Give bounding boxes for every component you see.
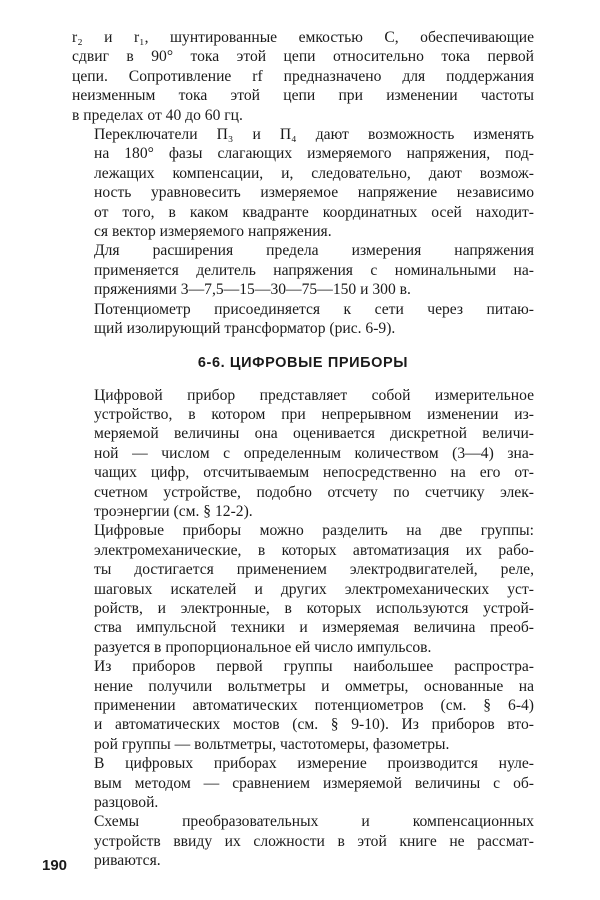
- text-line: ты достигается применением электродвигателей, реле,: [94, 561, 534, 579]
- paragraph-p3: [72, 241, 534, 299]
- text-line: ность уравновесить измеряемое напряжение независимо: [94, 184, 534, 202]
- text-line: ройств, и электронные, в которых используются устрой-: [94, 599, 534, 617]
- text-line: устройств ввиду их сложности в этой книге не рассмат-: [94, 832, 534, 850]
- text-line: лежащих компенсации, и, следовательно, дают возмож-: [94, 164, 534, 182]
- text-line: применяется делитель напряжения с номинальными на-: [94, 261, 534, 279]
- text-line: от того, в каком квадранте координатных осей находит-: [94, 203, 534, 221]
- paragraphs-bottom: [72, 386, 534, 871]
- paragraph-p1: [72, 28, 534, 125]
- text-line: разуется в пропорциональное ей число импульсов.: [94, 638, 432, 656]
- paragraphs-top: [72, 28, 534, 339]
- paragraph-p4: [72, 300, 534, 339]
- paragraph-p6: [72, 521, 534, 657]
- text-line: устройство, в котором при непрерывном изменении из-: [94, 405, 534, 423]
- paragraph-p7: [72, 657, 534, 754]
- text-line: Переключатели П₃ и П₄ дают возможность изменять: [94, 126, 534, 144]
- text-line: меряемой величины она оценивается дискретной величи-: [94, 425, 534, 443]
- text-line: пряжениями 3—7,5—15—30—75—150 и 300 в.: [94, 281, 411, 299]
- paragraph-p8: [72, 754, 534, 812]
- text-line: электромеханические, в которых автоматизация их рабо-: [94, 541, 534, 559]
- paragraph-p9: [72, 812, 534, 870]
- text-line: применении автоматических потенциометров (см. § 6-4): [94, 697, 534, 714]
- text-line: риваются.: [94, 852, 161, 870]
- text-line: Для расширения предела измерения напряжения: [94, 242, 534, 260]
- paragraph-p5: [72, 386, 534, 522]
- text-line: r₂ и r₁, шунтированные емкостью C, обеспечивающие: [72, 29, 534, 46]
- text-line: вым методом — сравнением измеряемой величины с об-: [94, 774, 534, 792]
- page-body: [72, 28, 534, 871]
- text-line: цепи. Сопротивление rf предназначено для поддержания: [72, 67, 534, 85]
- text-line: рой группы — вольтметры, частотомеры, фазометры.: [94, 735, 450, 753]
- page-number: 190: [42, 857, 68, 874]
- text-line: и автоматических мостов (см. § 9-10). Из приборов вто-: [94, 716, 534, 734]
- text-line: на 180° фазы слагающих измеряемого напряжения, под-: [94, 145, 534, 163]
- text-line: неизменным тока этой цепи при изменении частоты: [72, 87, 534, 105]
- text-line: Из приборов первой группы наибольшее распростра-: [94, 658, 534, 676]
- text-line: ства импульсной техники и измеряемая величина преоб-: [94, 619, 534, 637]
- paragraph-p2: [72, 125, 534, 241]
- text-line: чащих цифр, отсчитываемым непосредственно на его от-: [94, 464, 534, 482]
- text-line: троэнергии (см. § 12-2).: [94, 502, 253, 520]
- text-line: Цифровые приборы можно разделить на две группы:: [94, 522, 534, 540]
- text-line: в пределах от 40 до 60 гц.: [72, 106, 243, 124]
- section-title: 6-6. ЦИФРОВЫЕ ПРИБОРЫ: [197, 354, 409, 371]
- text-line: Схемы преобразовательных и компенсационных: [94, 813, 534, 831]
- text-line: Потенциометр присоединяется к сети через питаю-: [94, 300, 534, 318]
- text-line: щий изолирующий трансформатор (рис. 6-9).: [94, 320, 396, 338]
- text-line: шаговых искателей и других электромеханических уст-: [94, 580, 534, 598]
- text-line: нение получили вольтметры и омметры, основанные на: [94, 677, 534, 695]
- text-line: Цифровой прибор представляет собой измерительное: [94, 386, 534, 404]
- text-line: В цифровых приборах измерение производится нуле-: [94, 755, 534, 773]
- text-line: ся вектор измеряемого напряжения.: [94, 223, 332, 241]
- text-line: разцовой.: [94, 794, 159, 812]
- text-line: сдвиг в 90° тока этой цепи относительно тока первой: [72, 48, 534, 66]
- text-line: счетном устройстве, подобно отсчету по счетчику элек-: [94, 483, 534, 501]
- text-line: ной — числом с определенным количеством (3—4) зна-: [94, 444, 534, 462]
